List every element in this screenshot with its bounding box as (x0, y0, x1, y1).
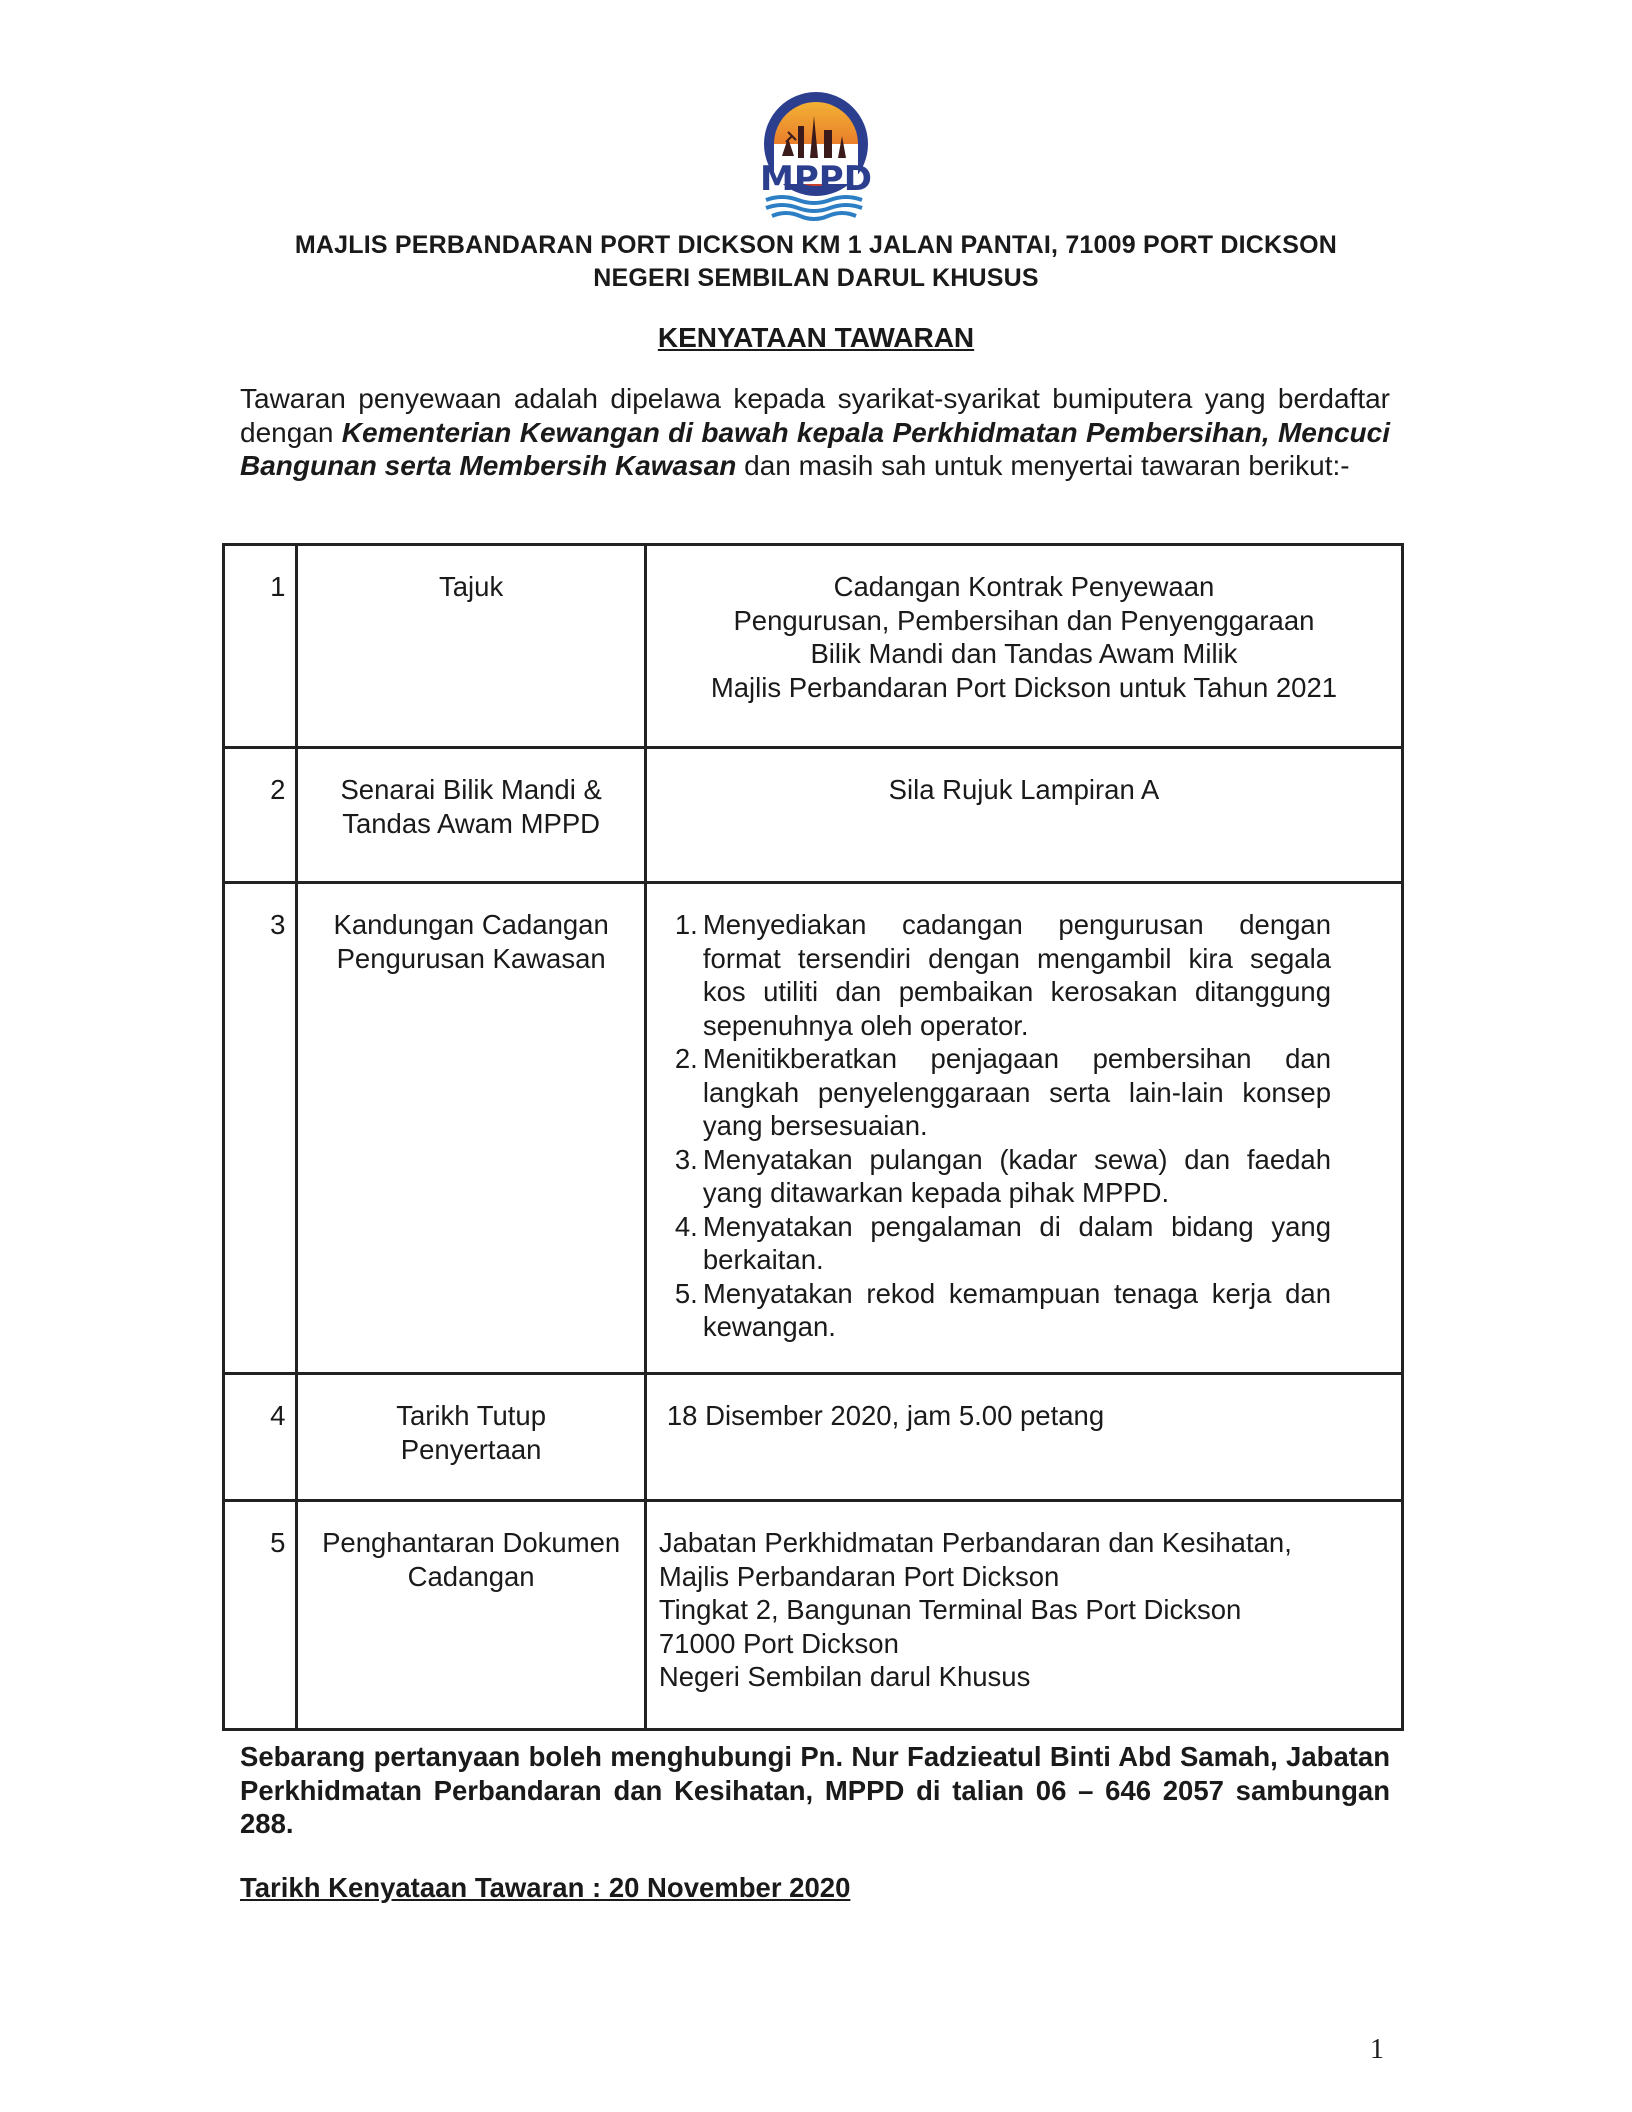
row-number: 2 (224, 748, 297, 883)
title-line: Bilik Mandi dan Tandas Awam Milik (810, 638, 1238, 669)
address-line: 71000 Port Dickson (658, 1627, 899, 1659)
row-number: 4 (224, 1374, 297, 1501)
title-line: Cadangan Kontrak Penyewaan (833, 571, 1215, 602)
mppd-logo (752, 86, 880, 222)
page-number: 1 (1370, 2034, 1384, 2065)
intro-bold: Kementerian Kewangan di bawah kepala Perkhidmatan Pembersihan, Mencuci Bangunan serta Membersih Kawasan (240, 416, 1390, 481)
row-number: 1 (224, 545, 297, 748)
offer-table (222, 543, 1404, 1731)
row-value (645, 883, 1402, 1374)
address-line: Jabatan Perkhidmatan Perbandaran dan Kesihatan, (658, 1527, 1292, 1558)
list-item: 1. Menyediakan cadangan pengurusan dengan format tersendiri dengan mengambil kira segala kos utiliti dan pembaikan kerosakan ditanggung sepenuhnya oleh operator. (674, 909, 1331, 1041)
header-line-1: MAJLIS PERBANDARAN PORT DICKSON KM 1 JALAN PANTAI, 71009 PORT DICKSON (294, 231, 1338, 259)
offer-date: Tarikh Kenyataan Tawaran : 20 November 2020 (240, 1872, 851, 1903)
address-line: Tingkat 2, Bangunan Terminal Bas Port Dickson (658, 1594, 1242, 1625)
list-item: 5. Menyatakan rekod kemampuan tenaga kerja dan kewangan. (674, 1277, 1331, 1342)
list-item: 3. Menyatakan pulangan (kadar sewa) dan faedah yang ditawarkan kepada pihak MPPD. (674, 1143, 1331, 1208)
header-line-2: NEGERI SEMBILAN DARUL KHUSUS (593, 264, 1039, 292)
table-row (224, 1374, 1403, 1501)
logo-text: MPPD (760, 159, 872, 199)
table-row (224, 883, 1403, 1374)
row-value (645, 545, 1402, 748)
requirements-list (647, 908, 1401, 1344)
address-line: Negeri Sembilan darul Khusus (658, 1661, 1031, 1692)
row-label: Senarai Bilik Mandi & Tandas Awam MPPD (297, 748, 646, 883)
row-label: Penghantaran Dokumen Cadangan (297, 1501, 646, 1730)
list-item: 4. Menyatakan pengalaman di dalam bidang yang berkaitan. (674, 1210, 1331, 1275)
title-line: Majlis Perbandaran Port Dickson untuk Tahun 2021 (710, 671, 1338, 703)
row-label: Tarikh Tutup Penyertaan (297, 1374, 646, 1501)
row-value: 18 Disember 2020, jam 5.00 petang (645, 1374, 1402, 1501)
row-number: 5 (224, 1501, 297, 1730)
row-value (645, 1501, 1402, 1730)
table-row (224, 748, 1403, 883)
row-label: Tajuk (297, 545, 646, 748)
row-label: Kandungan Cadangan Pengurusan Kawasan (297, 883, 646, 1374)
list-item: 2. Menitikberatkan penjagaan pembersihan dan langkah penyelenggaraan serta lain-lain konsep yang bersesuaian. (674, 1043, 1331, 1141)
table-row (224, 545, 1403, 748)
intro-part-2: dan masih sah untuk menyertai tawaran berikut:- (736, 450, 1350, 481)
row-number: 3 (224, 883, 297, 1374)
intro-paragraph (240, 382, 1390, 483)
row-value: Sila Rujuk Lampiran A (645, 748, 1402, 883)
contact-paragraph: Sebarang pertanyaan boleh menghubungi Pn. Nur Fadzieatul Binti Abd Samah, Jabatan Perkhidmatan Perbandaran dan Kesihatan, MPPD di talian 06 – 646 2057 sambungan 288. (240, 1741, 1390, 1839)
title-line: Pengurusan, Pembersihan dan Penyenggaraan (733, 604, 1315, 636)
address-line: Majlis Perbandaran Port Dickson (658, 1560, 1060, 1592)
page-title: KENYATAAN TAWARAN (657, 322, 975, 353)
table-row (224, 1501, 1403, 1730)
intro-part-1: Tawaran penyewaan adalah dipelawa kepada syarikat-syarikat bumiputera yang berdaftar dengan (240, 383, 1390, 448)
